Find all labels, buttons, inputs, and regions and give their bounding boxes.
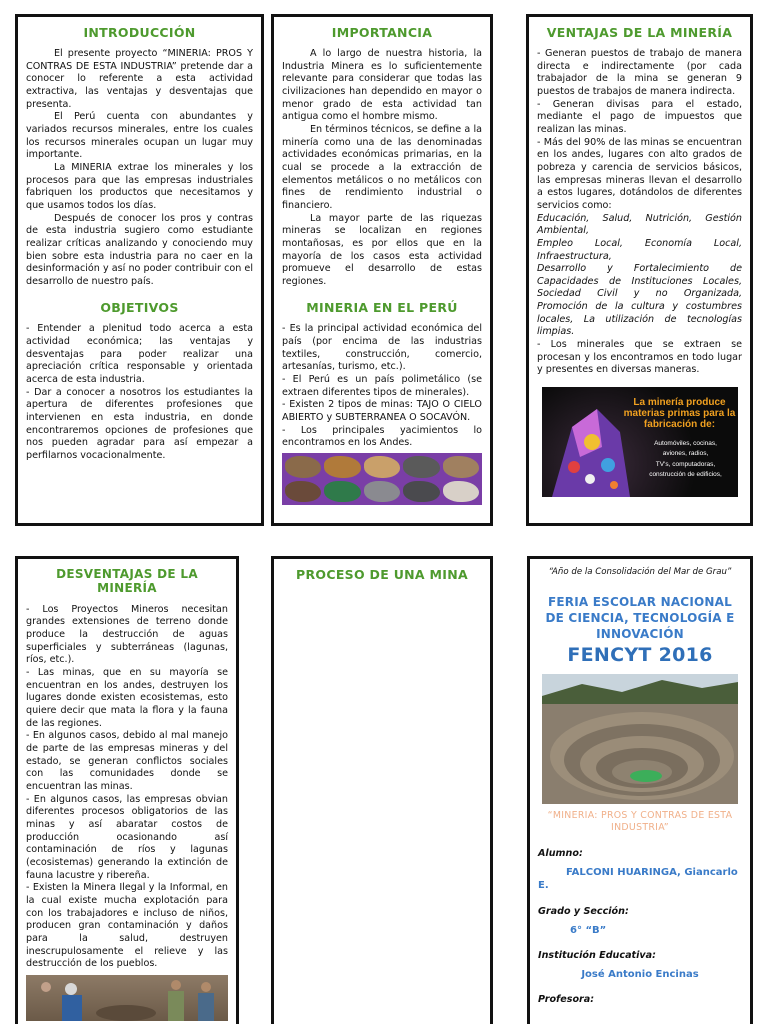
- year-motto: “Año de la Consolidación del Mar de Grau”: [548, 567, 732, 577]
- desventajas-heading: DESVENTAJAS DE LA MINERÍA: [56, 567, 198, 596]
- ventaja-item: - Los minerales que se extraen se procesan y los encontramos en todo lugar y presentes en diversas maneras.: [537, 339, 742, 376]
- alumno-value: FALCONI HUARINGA, Giancarlo E.: [538, 867, 738, 891]
- objective-item: - Dar a conocer a nosotros los estudiantes la apertura de diferentes profesiones que intervienen en esta industria, en donde encontraremos opciones de profesiones que nos pueden agradar para así empezar a perfilarnos vocacionalmente.: [26, 386, 253, 462]
- mineria-peru-heading: MINERIA EN EL PERÚ: [306, 300, 458, 316]
- service-line: Empleo Local, Economía Local, Infraestructura,: [537, 237, 742, 262]
- grado-label: Grado y Sección:: [538, 906, 629, 918]
- desventaja-item: - En algunos casos, las empresas obvian diferentes procesos obligatorios de las minas y así abaratar costos de producción ocasionando así contaminación de ríos y lagunas (ecosistemas) generando la extinción de fauna lacustre y ribereña.: [26, 793, 228, 881]
- profesora-label: Profesora:: [538, 994, 595, 1006]
- panel-importancia: [271, 14, 493, 526]
- ventaja-item: - Generan divisas para el estado, mediante el pago de impuestos que realizan las minas.: [537, 98, 742, 135]
- image-list-item: construcción de edificios,: [649, 471, 722, 479]
- importancia-paragraph: A lo largo de nuestra historia, la Industria Minera es lo suficientemente relevante para considerar que todas las civilizaciones han dependido en mayor o menor grado de esta actividad tan antigua como el hombre mismo.: [282, 48, 482, 123]
- project-title: “MINERIA: PROS Y CONTRAS DE ESTA INDUSTRIA”: [547, 810, 733, 834]
- panel-introduccion: [15, 14, 264, 526]
- image-title: La minería produce materias primas para la fabricación de:: [623, 397, 736, 431]
- peru-item: - Existen 2 tipos de minas: TAJO O CIELO ABIERTO y SUBTERRANEA O SOCAVÓN.: [282, 399, 482, 424]
- objective-item: - Entender a plenitud todo acerca a esta actividad económica; las ventajas y desventajas para poder realizar una apreciación crítica responsable y orientada acerca de esta industria.: [26, 323, 253, 386]
- institucion-value: José Antonio Encinas: [581, 969, 699, 981]
- peru-item: - Es la principal actividad económica del país (por encima de las industrias textiles, construcción, comercio, artesanías, turismo, etc.).: [282, 323, 482, 373]
- service-line: Desarrollo y Fortalecimiento de Capacidades de Instituciones Locales, Sociedad Civil y no Organizada, Promoción de la cultura y costumbres locales, La utilización de tecnologías limpias.: [537, 263, 742, 338]
- institucion-label: Institución Educativa:: [538, 950, 656, 962]
- minerals-photo: [282, 453, 482, 505]
- desventaja-item: - Los Proyectos Mineros necesitan grandes extensiones de terreno donde produce la destrucción de aguas superficiales y subterráneas (lagunas, ríos, etc.).: [26, 603, 228, 666]
- alumno-label: Alumno:: [538, 848, 583, 860]
- intro-heading: INTRODUCCIÓN: [83, 25, 196, 40]
- panel-proceso: [271, 556, 493, 1024]
- importancia-paragraph: En términos técnicos, se define a la minería como una de las denominadas actividades económicas primarias, en la cual se procede a la extracción de elementos metálicos o no metálicos con fines de rendimiento industrial o financiero.: [282, 123, 482, 211]
- open-pit-mine-icon: [542, 674, 738, 804]
- importancia-heading: IMPORTANCIA: [331, 25, 433, 40]
- peru-item: - Los principales yacimientos lo encontramos en los Andes.: [282, 424, 482, 449]
- desventaja-item: - Existen la Minera Ilegal y la Informal, en la cual existe mucha explotación para con los trabajadores e incluso de niños, producen gran contaminación y daños para la salud, destruyen inescrupulosamente el relieve y las destrucción de los pueblos.: [26, 882, 228, 970]
- importancia-paragraph: La mayor parte de las riquezas mineras se localizan en regiones montañosas, es por ellos que en la mayoría de los casos esta actividad promueve el desarrollo de estas regiones.: [282, 212, 482, 287]
- miners-figures-icon: [26, 975, 228, 1021]
- proceso-heading: PROCESO DE UNA MINA: [296, 567, 468, 582]
- intro-paragraph: Después de conocer los pros y contras de esta industria sugiero como estudiante realizar críticas analizando y conociendo muy bien sobre esta industria para no caer en la desinformación y así no poder contribuir con el desarrollo de nuestro país.: [26, 212, 253, 287]
- feria-title: FERIA ESCOLAR NACIONAL DE CIENCIA, TECNOLOGÍA E INNOVACIÓN: [545, 594, 735, 642]
- objetivos-heading: OBJETIVOS: [100, 300, 179, 316]
- mining-products-image: [542, 387, 738, 497]
- image-list-item: TV's, computadoras,: [655, 460, 716, 468]
- intro-paragraph: El Perú cuenta con abundantes y variados recursos minerales, entre los cuales los recursos minerales ocupan un lugar muy importante.: [26, 111, 253, 161]
- panel-desventajas: [15, 556, 239, 1024]
- panel-cover: [527, 556, 753, 1024]
- ventajas-heading: VENTAJAS DE LA MINERÍA: [546, 25, 733, 40]
- panel-ventajas: [526, 14, 753, 526]
- open-pit-mine-photo: [542, 674, 738, 804]
- fencyt-title: FENCYT 2016: [567, 644, 713, 667]
- intro-paragraph: La MINERIA extrae los minerales y los procesos para que las empresas industriales fabriquen los productos que necesitamos y que usamos todos los días.: [26, 161, 253, 211]
- desventaja-item: - Las minas, que en su mayoría se encuentran en los andes, destruyen los lugares donde existen ecosistemas, esto quiere decir que mata la flora y la fauna de las regiones.: [26, 667, 228, 729]
- peru-item: - El Perú es un país polimetálico (se extraen diferentes tipos de minerales).: [282, 374, 482, 398]
- ventaja-item: - Generan puestos de trabajo de manera directa e indirectamente (por cada trabajador de la mina se generan 9 puestos de trabajos de manera indirecta.: [537, 48, 742, 97]
- image-list-item: Automóviles, cocinas,: [654, 440, 717, 448]
- service-line: Educación, Salud, Nutrición, Gestión Ambiental,: [537, 212, 742, 237]
- miners-photo: [26, 975, 228, 1021]
- image-list: [634, 439, 738, 481]
- desventaja-item: - En algunos casos, debido al mal manejo de parte de las empresas mineras y del estado, se generan conflictos sociales con las comunidades donde se encuentran las minas.: [26, 730, 228, 792]
- grado-value: 6° “B”: [570, 925, 607, 937]
- ventaja-item: - Más del 90% de las minas se encuentran en los andes, lugares con alto grados de pobreza y carencia de servicios básicos, las empresas mineras llevan el desarrollo a estos lugares, dotándolos de diferentes servicios como:: [537, 136, 742, 211]
- intro-paragraph: El presente proyecto “MINERIA: PROS Y CONTRAS DE ESTA INDUSTRIA” pretende dar a conocer lo referente a esta actividad extractiva, las ventajas y desventajas que presenta.: [26, 48, 253, 110]
- image-list-item: aviones, radios,: [662, 450, 709, 458]
